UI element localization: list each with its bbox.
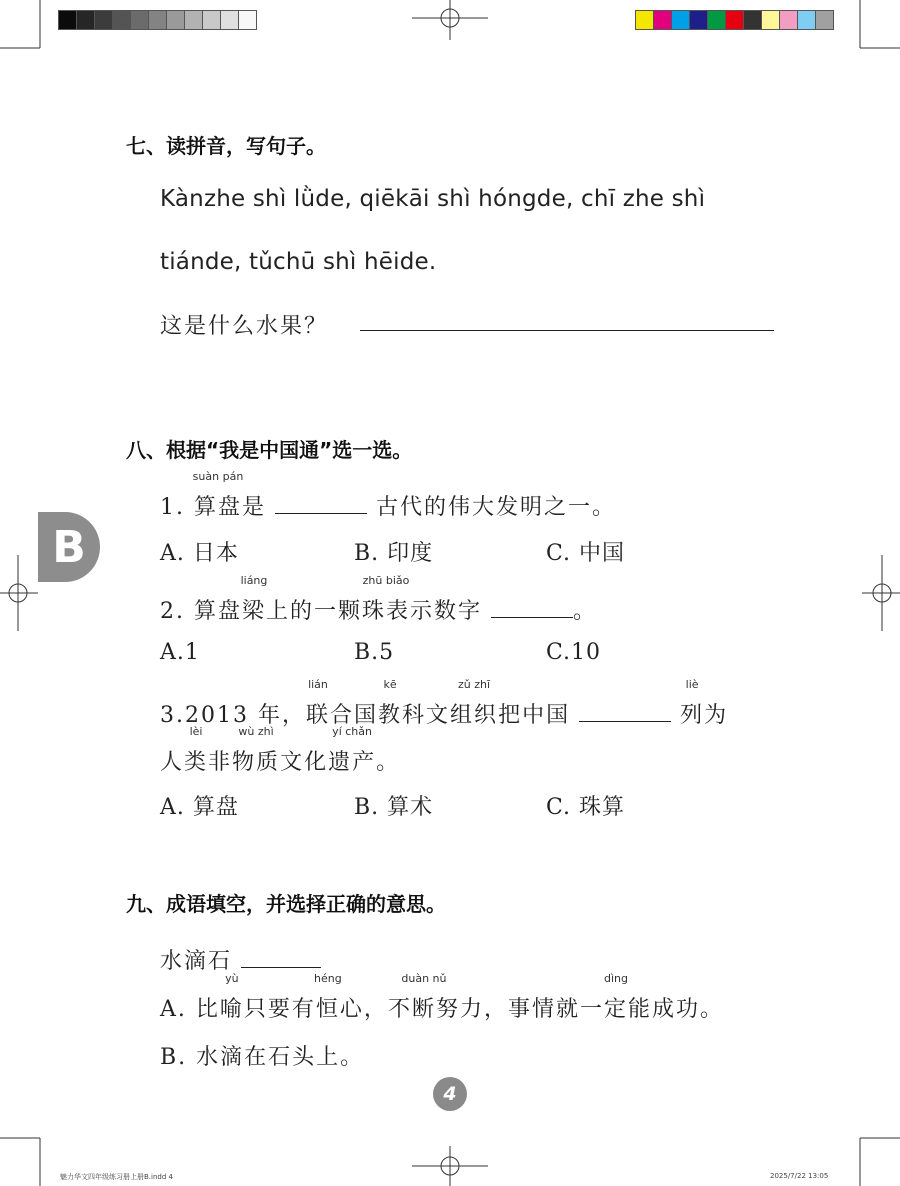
opt-a-pinyin-1: yù (225, 972, 239, 985)
q1-after: 是 (242, 495, 267, 520)
q1-rest: 古代的伟大发明之一。 (376, 495, 617, 520)
color-swatch-5 (726, 11, 744, 29)
option-b-meaning[interactable]: B. 水滴在石头上。 (160, 1045, 365, 1070)
q3-ruby-text-2: 教 (378, 703, 403, 728)
question-2 (160, 574, 598, 625)
q3-pinyin-3: zǔ zhī (458, 678, 491, 691)
idiom-blank[interactable] (241, 967, 321, 968)
q3-pinyin-2: kē (383, 678, 397, 691)
opt-a-ruby-1 (219, 972, 244, 1023)
q3-ruby-7 (328, 725, 377, 776)
q2-option-c[interactable]: C.10 (546, 640, 602, 665)
color-swatch-8 (780, 11, 798, 29)
opt-a-p3: 心， (339, 997, 388, 1022)
q1-number: 1. (160, 495, 194, 520)
opt-a-ruby-text-2: 恒 (315, 997, 340, 1022)
q2-ruby-beam (240, 574, 268, 625)
q2-rest: 示数字 (410, 599, 483, 624)
q3-ruby-1 (305, 678, 330, 729)
opt-a-ruby-3 (387, 972, 460, 1023)
q2-ruby-text-1: 梁 (241, 599, 266, 624)
q2-mid: 上的一颗 (266, 599, 363, 624)
q1-pinyin: suàn pán (192, 470, 244, 483)
q3-ruby-text-5: 类 (184, 750, 209, 775)
gray-swatch-9 (221, 11, 239, 29)
color-swatch-7 (762, 11, 780, 29)
gray-swatch-7 (185, 11, 203, 29)
opt-a-pinyin-2: héng (314, 972, 342, 985)
opt-a-p5: 能成功。 (627, 997, 724, 1022)
fruit-question (160, 309, 328, 340)
q3-line2-mid2: 文化 (280, 750, 329, 775)
opt-a-ruby-text-3: 不断努 (387, 997, 460, 1022)
q3-line2-mid: 非 (208, 750, 233, 775)
q3-ruby-text-4: 列 (680, 703, 705, 728)
q3-ruby-text-3: 组织 (450, 703, 499, 728)
color-swatches (635, 10, 834, 30)
q3-pinyin-7: yí chǎn (332, 725, 372, 738)
opt-a-ruby-4 (603, 972, 628, 1023)
q3-mid-1: 合国 (330, 703, 379, 728)
gray-swatch-10 (239, 11, 256, 29)
section-9-heading: 九、成语填空，并选择正确的意思。 (126, 892, 446, 916)
q3-blank[interactable] (579, 721, 671, 722)
q3-ruby-text-7: 遗产 (328, 750, 377, 775)
idiom-prefix: 水滴石 (160, 949, 233, 974)
q2-pinyin-2: zhū biǎo (362, 574, 410, 587)
q3-pinyin-4: liè (685, 678, 699, 691)
q3-pinyin-1: lián (308, 678, 328, 691)
opt-a-p1: A. 比 (160, 997, 220, 1022)
gray-swatch-6 (167, 11, 185, 29)
question-1 (160, 470, 617, 521)
color-swatch-1 (654, 11, 672, 29)
question-3-line-2 (160, 725, 401, 776)
q3-prefix: 3.2013 年， (160, 703, 306, 728)
q3-pinyin-5: lèi (189, 725, 203, 738)
q2-ruby-text-2: 珠表 (362, 599, 411, 624)
q1-option-c[interactable]: C. 中国 (546, 541, 626, 566)
q2-ruby-bead (362, 574, 411, 625)
grayscale-swatches (58, 10, 257, 30)
gray-swatch-0 (59, 11, 77, 29)
gray-swatch-1 (77, 11, 95, 29)
gray-swatch-8 (203, 11, 221, 29)
q1-blank[interactable] (275, 513, 367, 514)
gray-swatch-5 (149, 11, 167, 29)
q3-end-1: 为 (704, 703, 729, 728)
opt-a-pinyin-3: duàn nǔ (401, 972, 447, 985)
q3-ruby-3 (450, 678, 499, 729)
q2-option-b[interactable]: B.5 (354, 640, 395, 665)
q2-pinyin-1: liáng (240, 574, 268, 587)
footer-timestamp: 2025/7/22 13:05 (770, 1172, 829, 1180)
q1-ruby-abacus (192, 470, 244, 521)
q1-option-b[interactable]: B. 印度 (354, 541, 434, 566)
q1-ruby-text: 算盘 (193, 495, 242, 520)
opt-a-pinyin-4: dìng (603, 972, 628, 985)
color-swatch-10 (816, 11, 833, 29)
q3-ruby-4 (680, 678, 705, 729)
q3-pinyin-6: wù zhì (238, 725, 274, 738)
section-7-heading: 七、读拼音，写句子。 (126, 134, 326, 158)
color-swatch-6 (744, 11, 762, 29)
footer-file-info: 魅力华文四年级练习册上册B.indd 4 (60, 1173, 173, 1181)
q3-option-c[interactable]: C. 珠算 (546, 795, 626, 820)
q3-ruby-2 (378, 678, 403, 729)
q3-ruby-6 (232, 725, 281, 776)
gray-swatch-2 (95, 11, 113, 29)
pinyin-line-2: tiánde, tǔchū shì hēide. (160, 249, 437, 275)
opt-a-ruby-2 (314, 972, 342, 1023)
color-swatch-2 (672, 11, 690, 29)
q3-option-a[interactable]: A. 算盘 (160, 795, 239, 820)
q2-prefix: 2. 算盘 (160, 599, 242, 624)
gray-swatch-4 (131, 11, 149, 29)
page-number: 4 (433, 1077, 467, 1111)
fruit-question-text: 这是什么水果？ (160, 314, 329, 339)
q2-option-a[interactable]: A.1 (160, 640, 200, 665)
q3-mid-2: 科文 (402, 703, 451, 728)
pinyin-line-1: Kànzhe shì lǜde, qiēkāi shì hóngde, chī zhe shì (160, 186, 706, 212)
q2-blank[interactable] (491, 617, 573, 618)
q1-option-a[interactable]: A. 日本 (160, 541, 239, 566)
color-swatch-3 (690, 11, 708, 29)
q3-option-b[interactable]: B. 算术 (354, 795, 434, 820)
color-swatch-0 (636, 11, 654, 29)
opt-a-ruby-text-1: 喻 (219, 997, 244, 1022)
q3-ruby-text-6: 物质 (232, 750, 281, 775)
answer-line[interactable] (360, 330, 774, 331)
q3-mid-3: 把中国 (498, 703, 571, 728)
opt-a-p4: 力，事情就一 (459, 997, 604, 1022)
opt-a-p2: 只要有 (243, 997, 316, 1022)
opt-a-ruby-text-4: 定 (603, 997, 628, 1022)
color-swatch-4 (708, 11, 726, 29)
q2-end: 。 (573, 599, 598, 624)
volume-tab: B (38, 512, 100, 582)
q3-ruby-text-1: 联 (305, 703, 330, 728)
option-a-meaning[interactable] (160, 972, 724, 1023)
idiom-line (160, 944, 321, 975)
color-swatch-9 (798, 11, 816, 29)
gray-swatch-3 (113, 11, 131, 29)
section-8-heading: 八、根据“我是中国通”选一选。 (126, 438, 413, 462)
q3-ruby-5 (184, 725, 209, 776)
q3-line2-prefix: 人 (160, 750, 185, 775)
q3-line2-end: 。 (376, 750, 401, 775)
